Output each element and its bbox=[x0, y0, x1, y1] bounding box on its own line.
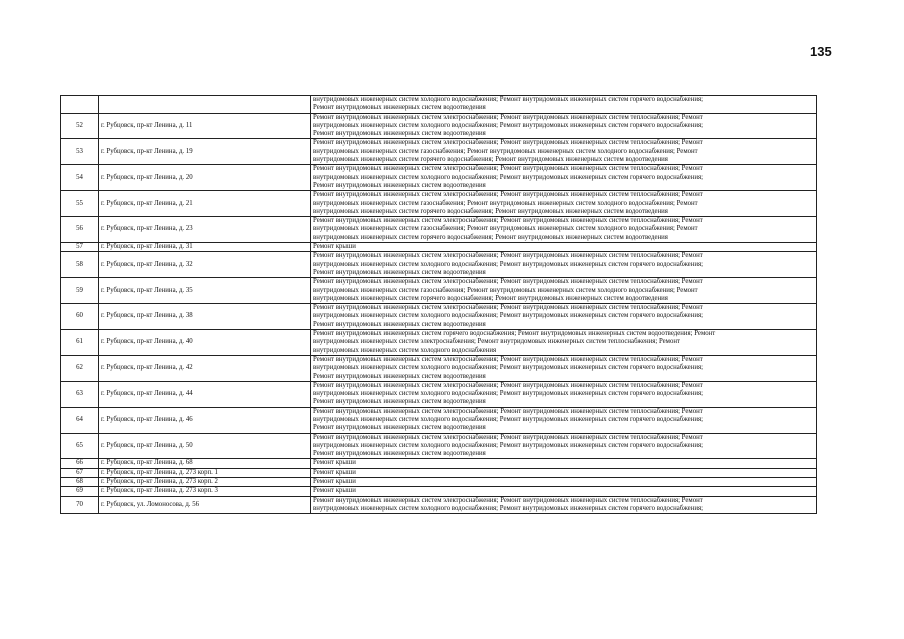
works-line: Ремонт внутридомовых инженерных систем электроснабжения; Ремонт внутридомовых инженерных систем теплоснабжения; Ремонт bbox=[313, 355, 703, 363]
works-cell bbox=[311, 381, 817, 407]
row-number: 68 bbox=[61, 478, 99, 487]
works-line: Ремонт внутридомовых инженерных систем электроснабжения; Ремонт внутридомовых инженерных систем теплоснабжения; Ремонт bbox=[313, 165, 703, 173]
works-cell bbox=[311, 252, 817, 278]
works-line: Ремонт внутридомовых инженерных систем электроснабжения; Ремонт внутридомовых инженерных систем теплоснабжения; Ремонт bbox=[313, 304, 703, 312]
works-line: Ремонт внутридомовых инженерных систем водоотведения bbox=[313, 181, 486, 189]
table-row bbox=[61, 217, 817, 243]
works-line: Ремонт внутридомовых инженерных систем водоотведения bbox=[313, 450, 486, 458]
row-number: 70 bbox=[61, 496, 99, 514]
works-cell bbox=[311, 487, 817, 496]
works-line: Ремонт внутридомовых инженерных систем электроснабжения; Ремонт внутридомовых инженерных систем теплоснабжения; Ремонт bbox=[313, 381, 703, 389]
works-cell bbox=[311, 355, 817, 381]
address-cell: г. Рубцовск, пр-кт Ленина, д. 31 bbox=[99, 243, 311, 252]
address-cell: г. Рубцовск, пр-кт Ленина, д. 21 bbox=[99, 191, 311, 217]
table-row bbox=[61, 468, 817, 477]
table-row bbox=[61, 487, 817, 496]
row-number: 64 bbox=[61, 407, 99, 433]
works-line: внутридомовых инженерных систем газоснабжения; Ремонт внутридомовых инженерных систем холодного водоснабжения; Ремонт bbox=[313, 225, 698, 233]
works-line: Ремонт внутридомовых инженерных систем электроснабжения; Ремонт внутридомовых инженерных систем теплоснабжения; Ремонт bbox=[313, 191, 703, 199]
address-cell: г. Рубцовск, пр-кт Ленина, д. 23 bbox=[99, 217, 311, 243]
table-row bbox=[61, 165, 817, 191]
row-number: 66 bbox=[61, 459, 99, 468]
table-row bbox=[61, 243, 817, 252]
works-cell bbox=[311, 304, 817, 330]
works-cell bbox=[311, 113, 817, 139]
works-line: внутридомовых инженерных систем горячего водоснабжения; Ремонт внутридомовых инженерных систем водоотведения bbox=[313, 294, 668, 302]
works-cell bbox=[311, 96, 817, 114]
address-cell: г. Рубцовск, пр-кт Ленина, д. 273 корп. 2 bbox=[99, 478, 311, 487]
works-cell bbox=[311, 468, 817, 477]
address-cell: г. Рубцовск, пр-кт Ленина, д. 19 bbox=[99, 139, 311, 165]
page-number: 135 bbox=[810, 44, 832, 59]
table-row bbox=[61, 381, 817, 407]
address-cell: г. Рубцовск, пр-кт Ленина, д. 42 bbox=[99, 355, 311, 381]
works-line: внутридомовых инженерных систем холодного водоснабжения; Ремонт внутридомовых инженерных систем горячего водоснабжения; bbox=[313, 312, 703, 320]
table-row bbox=[61, 407, 817, 433]
address-cell: г. Рубцовск, пр-кт Ленина, д. 38 bbox=[99, 304, 311, 330]
works-line: Ремонт внутридомовых инженерных систем электроснабжения; Ремонт внутридомовых инженерных систем теплоснабжения; Ремонт bbox=[313, 407, 703, 415]
works-cell bbox=[311, 478, 817, 487]
works-line: Ремонт внутридомовых инженерных систем водоотведения bbox=[313, 104, 486, 112]
works-line: Ремонт крыши bbox=[313, 478, 356, 486]
row-number: 67 bbox=[61, 468, 99, 477]
works-line: внутридомовых инженерных систем холодного водоснабжения; Ремонт внутридомовых инженерных систем горячего водоснабжения; bbox=[313, 415, 703, 423]
address-cell: г. Рубцовск, пр-кт Ленина, д. 44 bbox=[99, 381, 311, 407]
row-number: 52 bbox=[61, 113, 99, 139]
row-number: 63 bbox=[61, 381, 99, 407]
address-cell: г. Рубцовск, пр-кт Ленина, д. 11 bbox=[99, 113, 311, 139]
works-line: Ремонт внутридомовых инженерных систем электроснабжения; Ремонт внутридомовых инженерных систем теплоснабжения; Ремонт bbox=[313, 113, 703, 121]
works-line: Ремонт внутридомовых инженерных систем электроснабжения; Ремонт внутридомовых инженерных систем теплоснабжения; Ремонт bbox=[313, 139, 703, 147]
address-cell: г. Рубцовск, пр-кт Ленина, д. 50 bbox=[99, 433, 311, 459]
row-number: 54 bbox=[61, 165, 99, 191]
works-cell bbox=[311, 459, 817, 468]
works-line: внутридомовых инженерных систем холодного водоснабжения; Ремонт внутридомовых инженерных систем горячего водоснабжения; bbox=[313, 173, 703, 181]
row-number: 56 bbox=[61, 217, 99, 243]
works-line: внутридомовых инженерных систем холодного водоснабжения bbox=[313, 346, 497, 354]
works-line: внутридомовых инженерных систем холодного водоснабжения; Ремонт внутридомовых инженерных систем горячего водоснабжения; bbox=[313, 504, 703, 512]
repair-works-table bbox=[60, 95, 817, 514]
works-line: Ремонт внутридомовых инженерных систем водоотведения bbox=[313, 320, 486, 328]
address-cell: г. Рубцовск, ул. Ломоносова, д. 56 bbox=[99, 496, 311, 514]
table-row bbox=[61, 330, 817, 356]
works-line: внутридомовых инженерных систем газоснабжения; Ремонт внутридомовых инженерных систем холодного водоснабжения; Ремонт bbox=[313, 286, 698, 294]
address-cell: г. Рубцовск, пр-кт Ленина, д. 40 bbox=[99, 330, 311, 356]
works-cell bbox=[311, 139, 817, 165]
row-number: 65 bbox=[61, 433, 99, 459]
address-cell: г. Рубцовск, пр-кт Ленина, д. 35 bbox=[99, 278, 311, 304]
works-cell bbox=[311, 217, 817, 243]
works-cell bbox=[311, 496, 817, 514]
table-body bbox=[61, 96, 817, 514]
table-row bbox=[61, 96, 817, 114]
row-number: 53 bbox=[61, 139, 99, 165]
works-cell bbox=[311, 433, 817, 459]
works-line: внутридомовых инженерных систем холодного водоснабжения; Ремонт внутридомовых инженерных систем горячего водоснабжения; bbox=[313, 260, 703, 268]
table-row bbox=[61, 496, 817, 514]
works-line: внутридомовых инженерных систем холодного водоснабжения; Ремонт внутридомовых инженерных систем горячего водоснабжения; bbox=[313, 441, 703, 449]
address-cell: г. Рубцовск, пр-кт Ленина, д. 273 корп. 3 bbox=[99, 487, 311, 496]
works-line: Ремонт крыши bbox=[313, 459, 356, 467]
works-cell bbox=[311, 278, 817, 304]
address-cell: г. Рубцовск, пр-кт Ленина, д. 20 bbox=[99, 165, 311, 191]
works-cell bbox=[311, 191, 817, 217]
works-line: Ремонт внутридомовых инженерных систем электроснабжения; Ремонт внутридомовых инженерных систем теплоснабжения; Ремонт bbox=[313, 433, 703, 441]
row-number: 57 bbox=[61, 243, 99, 252]
works-cell bbox=[311, 330, 817, 356]
works-line: внутридомовых инженерных систем холодного водоснабжения; Ремонт внутридомовых инженерных систем горячего водоснабжения; bbox=[313, 121, 703, 129]
works-line: Ремонт внутридомовых инженерных систем водоотведения bbox=[313, 398, 486, 406]
address-cell: г. Рубцовск, пр-кт Ленина, д. 273 корп. 1 bbox=[99, 468, 311, 477]
works-line: внутридомовых инженерных систем газоснабжения; Ремонт внутридомовых инженерных систем холодного водоснабжения; Ремонт bbox=[313, 199, 698, 207]
table-row bbox=[61, 355, 817, 381]
works-line: Ремонт внутридомовых инженерных систем горячего водоснабжения; Ремонт внутридомовых инженерных систем водоотведения; Ремонт bbox=[313, 330, 716, 338]
works-line: Ремонт крыши bbox=[313, 487, 356, 495]
row-number: 60 bbox=[61, 304, 99, 330]
works-line: Ремонт внутридомовых инженерных систем водоотведения bbox=[313, 268, 486, 276]
address-cell: г. Рубцовск, пр-кт Ленина, д. 68 bbox=[99, 459, 311, 468]
works-line: внутридомовых инженерных систем холодного водоснабжения; Ремонт внутридомовых инженерных систем горячего водоснабжения; bbox=[313, 96, 703, 103]
works-line: Ремонт крыши bbox=[313, 468, 356, 476]
address-cell: г. Рубцовск, пр-кт Ленина, д. 46 bbox=[99, 407, 311, 433]
row-number: 61 bbox=[61, 330, 99, 356]
works-line: Ремонт внутридомовых инженерных систем электроснабжения; Ремонт внутридомовых инженерных систем теплоснабжения; Ремонт bbox=[313, 252, 703, 260]
works-line: внутридомовых инженерных систем газоснабжения; Ремонт внутридомовых инженерных систем холодного водоснабжения; Ремонт bbox=[313, 147, 698, 155]
works-cell bbox=[311, 407, 817, 433]
table-row bbox=[61, 278, 817, 304]
works-cell bbox=[311, 243, 817, 252]
works-line: Ремонт внутридомовых инженерных систем водоотведения bbox=[313, 372, 486, 380]
works-line: Ремонт внутридомовых инженерных систем электроснабжения; Ремонт внутридомовых инженерных систем теплоснабжения; Ремонт bbox=[313, 278, 703, 286]
works-cell bbox=[311, 165, 817, 191]
works-line: Ремонт внутридомовых инженерных систем водоотведения bbox=[313, 424, 486, 432]
address-cell bbox=[99, 96, 311, 114]
works-line: Ремонт внутридомовых инженерных систем электроснабжения; Ремонт внутридомовых инженерных систем теплоснабжения; Ремонт bbox=[313, 496, 703, 504]
works-line: внутридомовых инженерных систем горячего водоснабжения; Ремонт внутридомовых инженерных систем водоотведения bbox=[313, 233, 668, 241]
table-row bbox=[61, 433, 817, 459]
table-row bbox=[61, 139, 817, 165]
table-row bbox=[61, 459, 817, 468]
row-number: 62 bbox=[61, 355, 99, 381]
table-row bbox=[61, 478, 817, 487]
row-number: 59 bbox=[61, 278, 99, 304]
row-number: 58 bbox=[61, 252, 99, 278]
works-line: Ремонт крыши bbox=[313, 243, 356, 251]
works-line: внутридомовых инженерных систем холодного водоснабжения; Ремонт внутридомовых инженерных систем горячего водоснабжения; bbox=[313, 390, 703, 398]
works-line: Ремонт внутридомовых инженерных систем водоотведения bbox=[313, 130, 486, 138]
works-line: внутридомовых инженерных систем горячего водоснабжения; Ремонт внутридомовых инженерных систем водоотведения bbox=[313, 207, 668, 215]
table-row bbox=[61, 252, 817, 278]
row-number: 69 bbox=[61, 487, 99, 496]
address-cell: г. Рубцовск, пр-кт Ленина, д. 32 bbox=[99, 252, 311, 278]
works-line: внутридомовых инженерных систем электроснабжения; Ремонт внутридомовых инженерных систем теплоснабжения; Ремонт bbox=[313, 338, 680, 346]
works-line: Ремонт внутридомовых инженерных систем электроснабжения; Ремонт внутридомовых инженерных систем теплоснабжения; Ремонт bbox=[313, 217, 703, 225]
table-row bbox=[61, 113, 817, 139]
works-line: внутридомовых инженерных систем горячего водоснабжения; Ремонт внутридомовых инженерных систем водоотведения bbox=[313, 156, 668, 164]
row-number: 55 bbox=[61, 191, 99, 217]
table-row bbox=[61, 191, 817, 217]
table-row bbox=[61, 304, 817, 330]
row-number bbox=[61, 96, 99, 114]
works-line: внутридомовых инженерных систем холодного водоснабжения; Ремонт внутридомовых инженерных систем горячего водоснабжения; bbox=[313, 364, 703, 372]
